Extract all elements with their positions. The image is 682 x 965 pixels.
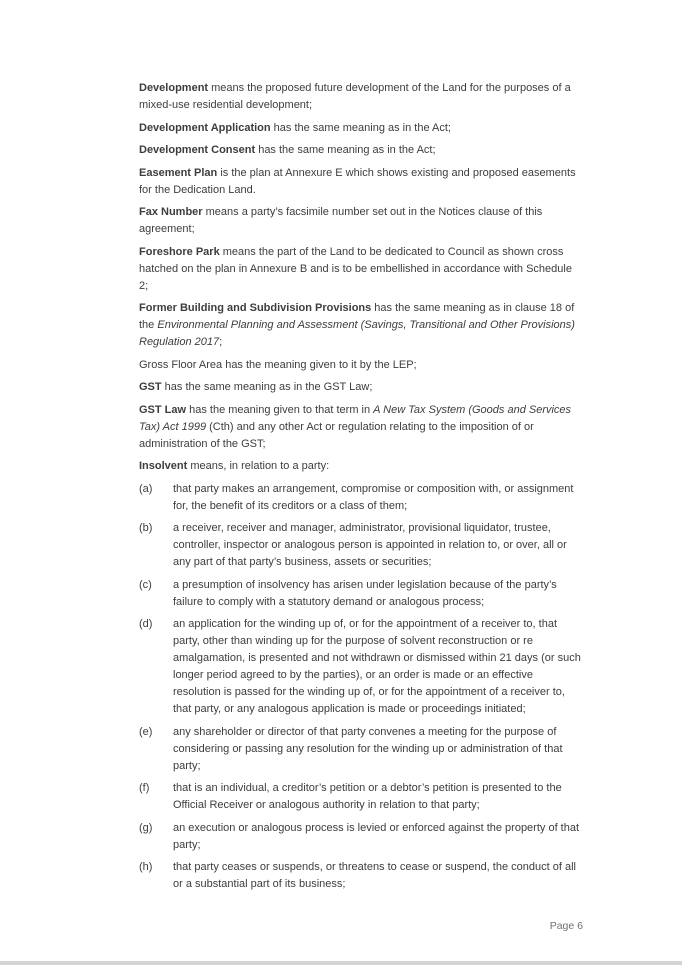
- term-text: Fax Number: [139, 206, 203, 218]
- list-item-label: (b): [139, 522, 153, 534]
- definition-text: Gross Floor Area has the meaning given to it by the LEP;: [139, 358, 417, 371]
- term-text: Development Application: [139, 121, 271, 134]
- definition-list-item: [139, 820, 583, 854]
- page-edge-divider: [0, 961, 682, 965]
- definition-paragraph: [139, 402, 583, 453]
- definition-text: means the proposed future development of the Land for the purposes of a mixed-use residential development;: [139, 82, 571, 111]
- term-text: Development: [139, 82, 209, 94]
- definition-paragraph: [139, 142, 583, 159]
- definition-text: that party ceases or suspends, or threatens to cease or suspend, the conduct of all or a substantial part of its business;: [173, 861, 576, 890]
- definition-paragraph: [139, 300, 583, 351]
- list-item-text: [173, 577, 583, 611]
- list-item-label: (g): [139, 821, 153, 834]
- list-item-text: [173, 616, 583, 718]
- italic-citation: Environmental Planning and Assessment (Savings, Transitional and Other Provisions) Regulation 2017: [139, 319, 575, 348]
- definition-paragraph: [139, 80, 583, 114]
- list-item-label: (e): [139, 725, 153, 738]
- term-text: Development Consent: [139, 144, 256, 156]
- definition-text: has the same meaning as in the Act;: [270, 121, 451, 134]
- definition-text: that party makes an arrangement, compromise or composition with, or assignment for, the benefit of its creditors or a class of them;: [173, 482, 574, 512]
- definition-paragraph: [139, 120, 583, 137]
- definition-list-item: [139, 724, 583, 775]
- definition-text: means, in relation to a party:: [187, 460, 330, 472]
- definition-text: ;: [219, 336, 223, 348]
- term-text: GST Law: [139, 403, 187, 416]
- list-item-label: (a): [139, 482, 153, 495]
- definition-text: any shareholder or director of that party convenes a meeting for the purpose of considering or passing any resolution for the winding up or administration of that party;: [173, 725, 563, 772]
- term-text: Easement Plan: [139, 166, 218, 179]
- definition-list-item: [139, 616, 583, 718]
- definition-paragraph: [139, 204, 583, 238]
- definition-paragraph: [139, 379, 583, 396]
- definition-list-item: [139, 520, 583, 571]
- definition-list-item: [139, 859, 583, 893]
- definition-paragraph: [139, 357, 583, 374]
- definition-text: means the part of the Land to be dedicated to Council as shown cross hatched on the plan in Annexure B and is to be embellished in accordance with Schedule 2;: [139, 245, 572, 292]
- page-number: Page 6: [549, 920, 583, 932]
- definition-text: is the plan at Annexure E which shows existing and proposed easements for the Dedication Land.: [139, 166, 576, 196]
- italic-citation: A New Tax System (Goods and Services Tax) Act 1999: [139, 403, 572, 433]
- definition-paragraph: [139, 165, 583, 199]
- definition-text: means a party’s facsimile number set out in the Notices clause of this agreement;: [139, 206, 543, 235]
- term-text: Insolvent: [139, 460, 188, 472]
- list-item-text: [173, 820, 583, 854]
- definition-text: has the same meaning as in the Act;: [255, 144, 436, 156]
- definition-text: has the same meaning as in the GST Law;: [161, 381, 373, 393]
- list-item-text: [173, 859, 583, 893]
- definitions-section: [139, 80, 583, 899]
- list-item-text: [173, 481, 583, 515]
- list-item-label: (h): [139, 861, 153, 873]
- list-item-text: [173, 520, 583, 571]
- list-item-label: (c): [139, 578, 152, 591]
- term-text: GST: [139, 381, 162, 393]
- definition-text: a presumption of insolvency has arisen under legislation because of the party’s failure to comply with a statutory demand or analogous process;: [173, 578, 557, 608]
- definition-list-item: [139, 481, 583, 515]
- list-item-label: (d): [139, 618, 153, 630]
- definition-text: has the meaning given to that term in: [186, 403, 374, 416]
- list-item-text: [173, 724, 583, 775]
- definition-text: a receiver, receiver and manager, administrator, provisional liquidator, trustee, controller, inspector or analogous person is appointed in relation to, or over, all or any part of that party’s business, assets or securities;: [173, 522, 567, 568]
- list-item-text: [173, 780, 583, 814]
- definition-paragraph: [139, 244, 583, 295]
- definition-paragraph: [139, 458, 583, 475]
- definition-text: (Cth) and any other Act or regulation relating to the imposition of or administration of the GST;: [139, 420, 534, 450]
- term-text: Former Building and Subdivision Provisions: [139, 302, 372, 314]
- definition-text: that is an individual, a creditor’s petition or a debtor’s petition is presented to the Official Receiver or analogous authority in relation to that party;: [173, 782, 562, 811]
- list-item-label: (f): [139, 782, 150, 794]
- definition-text: an application for the winding up of, or for the appointment of a receiver to, that party, other than winding up for the purpose of solvent reconstruction or re amalgamation, is presented and not withdrawn or dismissed within 21 days (or such longer period agreed to by the parties), or an order is made or an effective resolution is passed for the winding up of, or for the appointment of a receiver to, that party, or any analogous application is made or proceedings initiated;: [173, 618, 581, 715]
- definition-text: has the same meaning as in clause 18 of the: [139, 302, 575, 331]
- definition-list-item: [139, 780, 583, 814]
- term-text: Foreshore Park: [139, 245, 220, 258]
- definition-text: an execution or analogous process is levied or enforced against the property of that party;: [173, 821, 580, 851]
- definition-list-item: [139, 577, 583, 611]
